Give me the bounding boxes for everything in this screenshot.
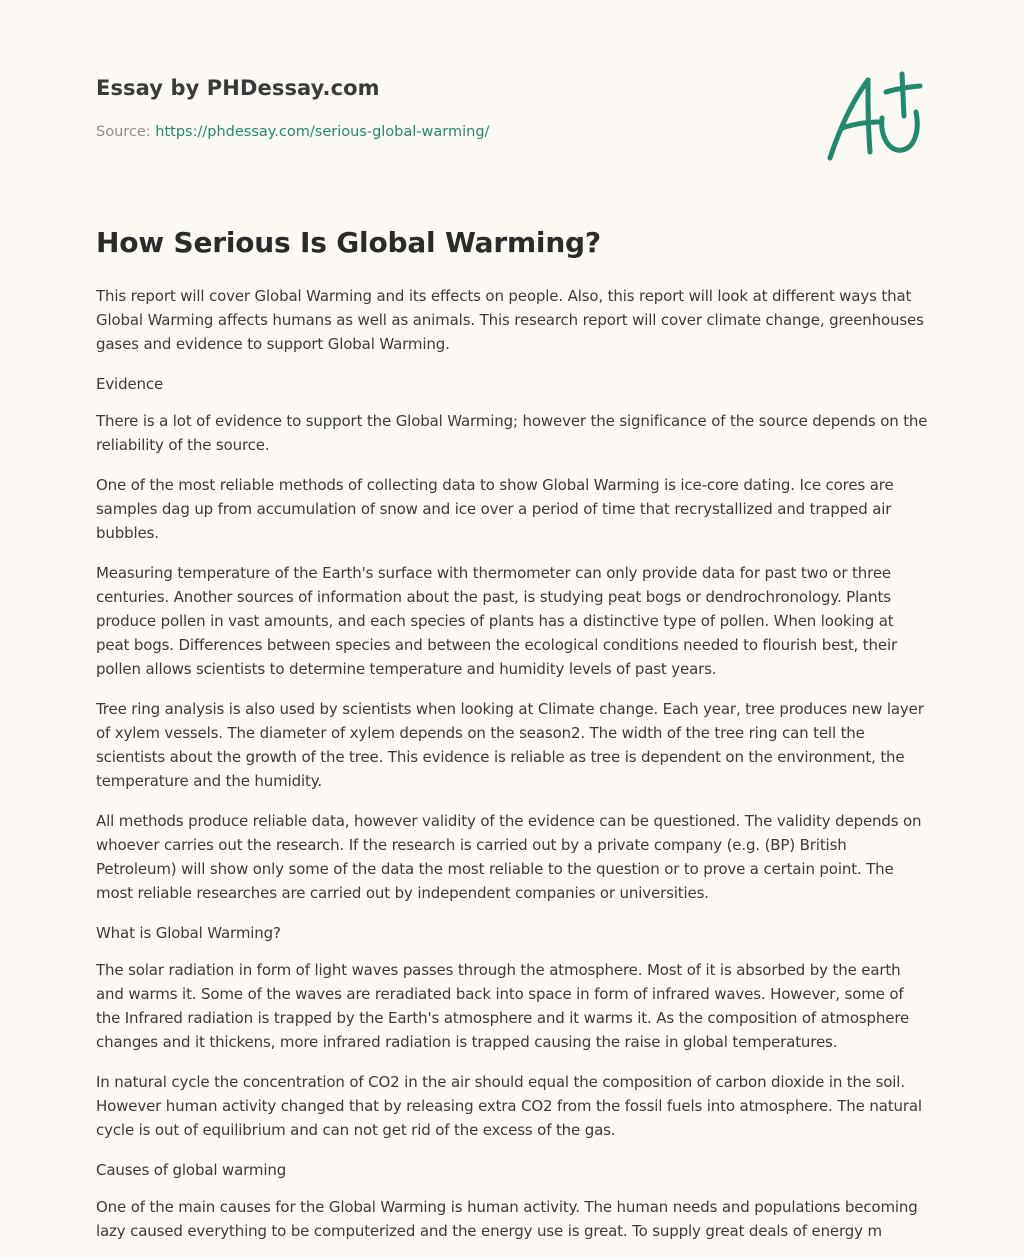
paragraph: One of the main causes for the Global Warming is human activity. The human needs and populations becoming lazy caused everything to be computerized and the energy use is great. To supply great deals of energy m — [96, 1198, 918, 1240]
essay-body — [96, 284, 928, 1259]
paragraph: The solar radiation in form of light waves passes through the atmosphere. Most of it is absorbed by the earth and warms it. Some of the waves are reradiated back into space in form of infrared waves. However, some of the Infrared radiation is trapped by the Earth's atmosphere and it warms it. As the composition of atmosphere changes and it thickens, more infrared radiation is trapped causing the raise in global temperatures. — [96, 961, 910, 1051]
section-heading-evidence: Evidence — [96, 375, 164, 393]
paragraph: All methods produce reliable data, however validity of the evidence can be questioned. The validity depends on whoever carries out the research. If the research is carried out by a private company (e.g. (BP) British Petroleum) will show only some of the data the most reliable to the question or to prove a certain point. The most reliable researches are carried out by independent companies or universities. — [96, 812, 922, 902]
source-line — [96, 124, 489, 140]
source-label: Source: — [96, 124, 156, 140]
site-title: Essay by PHDessay.com — [96, 76, 380, 100]
essay-title: How Serious Is Global Warming? — [96, 226, 601, 259]
paragraph: There is a lot of evidence to support the Global Warming; however the significance of the source depends on the reliability of the source. — [96, 412, 928, 454]
a-plus-logo-icon — [824, 68, 924, 164]
paragraph: One of the most reliable methods of collecting data to show Global Warming is ice-core dating. Ice cores are samples dag up from accumulation of snow and ice over a period of time that recrystallized and trapped air bubbles. — [96, 476, 894, 542]
paragraph-intro: This report will cover Global Warming and its effects on people. Also, this report will look at different ways that Global Warming affects humans as well as animals. This research report will cover climate change, greenhouses gases and evidence to support Global Warming. — [96, 287, 924, 353]
section-heading-what-is: What is Global Warming? — [96, 924, 281, 942]
paragraph: Tree ring analysis is also used by scientists when looking at Climate change. Each year, tree produces new layer of xylem vessels. The diameter of xylem depends on the season2. The width of the tree ring can tell the scientists about the growth of the tree. This evidence is reliable as tree is dependent on the environment, the temperature and the humidity. — [96, 700, 924, 790]
paragraph: In natural cycle the concentration of CO2 in the air should equal the composition of carbon dioxide in the soil. However human activity changed that by releasing extra CO2 from the fossil fuels into atmosphere. The natural cycle is out of equilibrium and can not get rid of the excess of the gas. — [96, 1073, 922, 1139]
source-link[interactable]: https://phdessay.com/serious-global-warming/ — [155, 124, 490, 140]
section-heading-causes: Causes of global warming — [96, 1161, 287, 1179]
paragraph: Measuring temperature of the Earth's surface with thermometer can only provide data for past two or three centuries. Another sources of information about the past, is studying peat bogs or dendrochronology. Plants produce pollen in vast amounts, and each species of plants has a distinctive type of pollen. When looking at peat bogs. Differences between species and between the ecological conditions needed to flourish best, their pollen allows scientists to determine temperature and humidity levels of past years. — [96, 564, 897, 678]
